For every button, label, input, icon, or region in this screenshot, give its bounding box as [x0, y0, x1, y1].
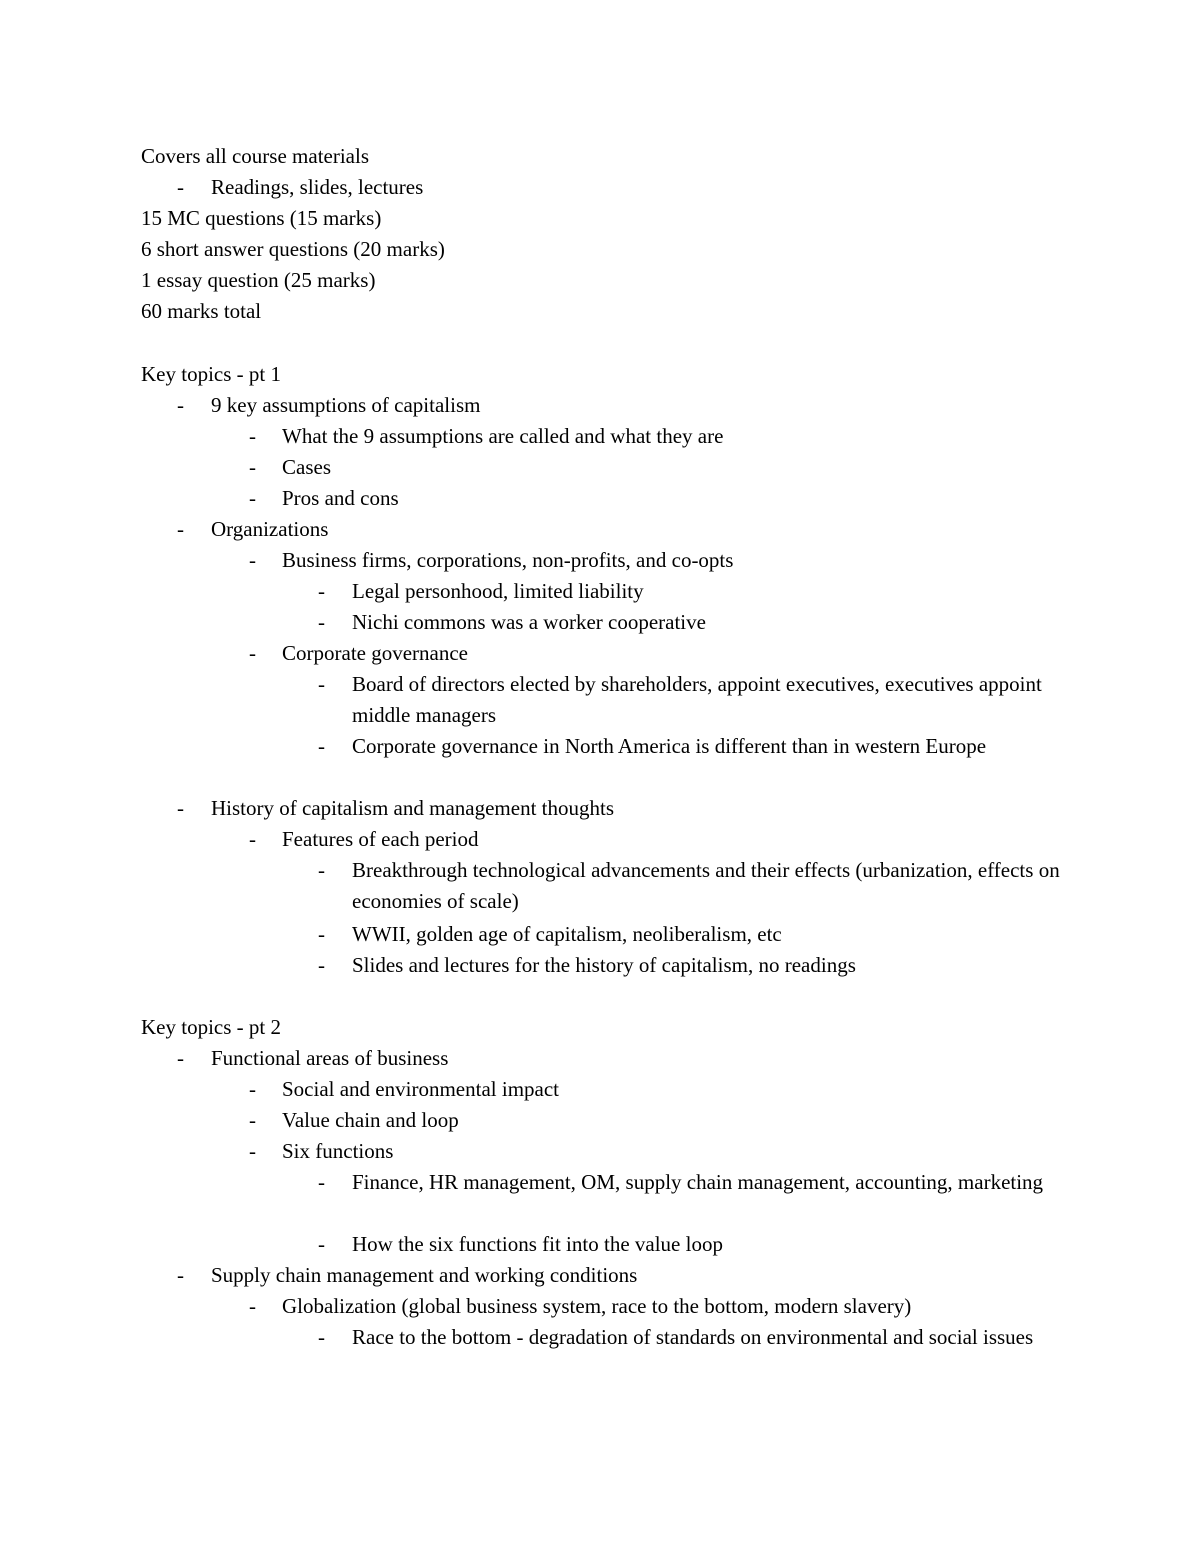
overview-essay: 1 essay question (25 marks) [141, 268, 376, 292]
bullet-dash: - [318, 1170, 325, 1194]
bullet-dash: - [249, 1108, 256, 1132]
list-item: Legal personhood, limited liability [352, 579, 644, 603]
list-item: Finance, HR management, OM, supply chain management, accounting, marketing [352, 1170, 1044, 1194]
part2-functional: Functional areas of business [211, 1046, 449, 1070]
list-item: Breakthrough technological advancements and their effects (urbanization, effects on economies of scale) [352, 858, 1060, 913]
list-item: Nichi commons was a worker cooperative [352, 610, 706, 634]
bullet-dash: - [249, 455, 256, 479]
part1-heading: Key topics - pt 1 [141, 362, 281, 386]
list-item: Value chain and loop [282, 1108, 459, 1132]
bullet-dash: - [249, 486, 256, 510]
bullet-dash: - [249, 1139, 256, 1163]
list-item: Pros and cons [282, 486, 399, 510]
list-item: Features of each period [282, 827, 479, 851]
bullet-dash: - [318, 1325, 325, 1349]
bullet-dash: - [249, 1077, 256, 1101]
bullet-dash: - [177, 796, 184, 820]
list-item: What the 9 assumptions are called and what they are [282, 424, 724, 448]
list-item: WWII, golden age of capitalism, neoliberalism, etc [352, 922, 782, 946]
overview-covers: Covers all course materials [141, 144, 370, 168]
bullet-dash: - [249, 424, 256, 448]
part1-history: History of capitalism and management thoughts [211, 796, 614, 820]
bullet-dash: - [177, 1263, 184, 1287]
bullet-dash: - [318, 858, 325, 882]
list-item: How the six functions fit into the value loop [352, 1232, 723, 1256]
bullet-dash: - [318, 579, 325, 603]
overview-total: 60 marks total [141, 299, 262, 323]
bullet-dash: - [177, 175, 184, 199]
bullet-dash: - [318, 610, 325, 634]
bullet-dash: - [318, 1232, 325, 1256]
bullet-dash: - [177, 1046, 184, 1070]
bullet-dash: - [249, 827, 256, 851]
list-item: Globalization (global business system, race to the bottom, modern slavery) [282, 1294, 912, 1318]
list-item: Board of directors elected by shareholders, appoint executives, executives appoint middle managers [352, 672, 1042, 727]
list-item: Corporate governance [282, 641, 468, 665]
bullet-dash: - [318, 672, 325, 696]
bullet-dash: - [249, 1294, 256, 1318]
part1-organizations: Organizations [211, 517, 329, 541]
list-item: Corporate governance in North America is different than in western Europe [352, 734, 987, 758]
list-item: Social and environmental impact [282, 1077, 559, 1101]
bullet-dash: - [177, 393, 184, 417]
part1-assumptions: 9 key assumptions of capitalism [211, 393, 481, 417]
list-item: Cases [282, 455, 331, 479]
overview-mc: 15 MC questions (15 marks) [141, 206, 382, 230]
bullet-dash: - [249, 548, 256, 572]
bullet-dash: - [177, 517, 184, 541]
list-item: Six functions [282, 1139, 394, 1163]
overview-covers-sub: Readings, slides, lectures [211, 175, 424, 199]
part2-heading: Key topics - pt 2 [141, 1015, 281, 1039]
list-item: Race to the bottom - degradation of standards on environmental and social issues [352, 1325, 1034, 1349]
bullet-dash: - [249, 641, 256, 665]
list-item: Business firms, corporations, non-profits, and co-opts [282, 548, 734, 572]
list-item: Slides and lectures for the history of capitalism, no readings [352, 953, 856, 977]
overview-short: 6 short answer questions (20 marks) [141, 237, 445, 261]
part2-supply: Supply chain management and working conditions [211, 1263, 638, 1287]
bullet-dash: - [318, 734, 325, 758]
bullet-dash: - [318, 953, 325, 977]
bullet-dash: - [318, 922, 325, 946]
